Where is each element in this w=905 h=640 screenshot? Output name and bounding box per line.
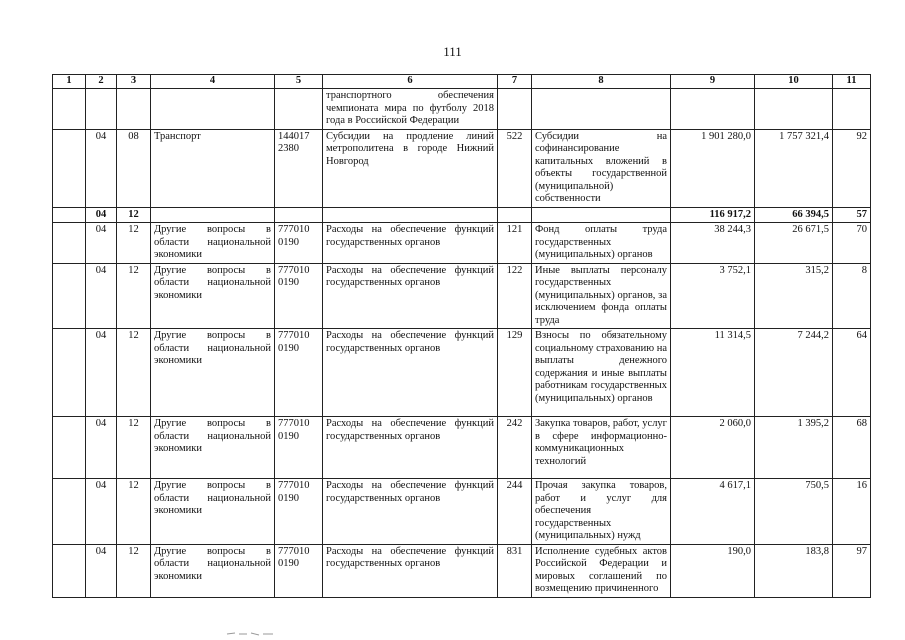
cell-expense-name [532, 89, 671, 130]
cell-section: 04 [86, 417, 117, 479]
column-header: 6 [323, 75, 498, 89]
cell-subsection: 12 [117, 263, 151, 329]
cell-percent: 70 [833, 223, 871, 264]
cell-expense-type: 522 [498, 129, 532, 207]
cell-target-name: Расходы на обеспечение функций государственных органов [323, 263, 498, 329]
table-row [53, 417, 871, 479]
cell-target-name: Расходы на обеспечение функций государственных органов [323, 329, 498, 417]
cell-target-code [275, 207, 323, 223]
cell-actual: 315,2 [755, 263, 833, 329]
cell-plan: 190,0 [671, 544, 755, 597]
cell-target-name: Расходы на обеспечение функций государственных органов [323, 223, 498, 264]
column-header: 7 [498, 75, 532, 89]
cell-expense-name: Субсидии на софинансирование капитальных вложений в объекты государственной (муниципальной) собственности [532, 129, 671, 207]
cell-expense-name: Взносы по обязательному социальному страхованию на выплаты денежного содержания и иные выплаты работникам государственных (муниципальных) органов [532, 329, 671, 417]
column-header: 3 [117, 75, 151, 89]
cell-plan: 2 060,0 [671, 417, 755, 479]
cell-subsection-name: Транспорт [151, 129, 275, 207]
cell-subsection: 08 [117, 129, 151, 207]
table-row [53, 479, 871, 545]
cell-section: 04 [86, 263, 117, 329]
cell-expense-name: Закупка товаров, работ, услуг в сфере информационно-коммуникационных технологий [532, 417, 671, 479]
cell-col1 [53, 89, 86, 130]
cell-col1 [53, 329, 86, 417]
cell-subsection-name: Другие вопросы в области национальной экономики [151, 544, 275, 597]
cell-target-code: 777010 0190 [275, 223, 323, 264]
header-row [53, 75, 871, 89]
cell-plan: 3 752,1 [671, 263, 755, 329]
cell-expense-type [498, 89, 532, 130]
scan-mark [225, 632, 285, 636]
cell-plan: 4 617,1 [671, 479, 755, 545]
cell-percent: 97 [833, 544, 871, 597]
cell-subsection-name: Другие вопросы в области национальной экономики [151, 263, 275, 329]
cell-subsection-name: Другие вопросы в области национальной экономики [151, 479, 275, 545]
cell-percent: 16 [833, 479, 871, 545]
cell-target-code: 144017 2380 [275, 129, 323, 207]
cell-percent: 57 [833, 207, 871, 223]
cell-col1 [53, 223, 86, 264]
cell-section: 04 [86, 129, 117, 207]
cell-col1 [53, 129, 86, 207]
cell-subsection: 12 [117, 223, 151, 264]
cell-plan: 1 901 280,0 [671, 129, 755, 207]
cell-subsection: 12 [117, 329, 151, 417]
cell-subsection [117, 89, 151, 130]
cell-target-name: Расходы на обеспечение функций государственных органов [323, 479, 498, 545]
cell-subsection: 12 [117, 544, 151, 597]
table-row [53, 223, 871, 264]
cell-percent [833, 89, 871, 130]
cell-percent: 64 [833, 329, 871, 417]
budget-table [52, 74, 871, 598]
cell-target-code: 777010 0190 [275, 263, 323, 329]
cell-expense-name [532, 207, 671, 223]
cell-plan: 38 244,3 [671, 223, 755, 264]
table-row [53, 263, 871, 329]
cell-subsection-name: Другие вопросы в области национальной экономики [151, 417, 275, 479]
cell-target-name: Расходы на обеспечение функций государственных органов [323, 417, 498, 479]
cell-col1 [53, 417, 86, 479]
table-row [53, 129, 871, 207]
cell-target-name [323, 207, 498, 223]
cell-expense-type: 244 [498, 479, 532, 545]
cell-expense-type: 831 [498, 544, 532, 597]
cell-actual: 7 244,2 [755, 329, 833, 417]
cell-subsection: 12 [117, 417, 151, 479]
cell-section: 04 [86, 329, 117, 417]
cell-target-name: Расходы на обеспечение функций государственных органов [323, 544, 498, 597]
cell-expense-type: 122 [498, 263, 532, 329]
cell-section: 04 [86, 207, 117, 223]
cell-target-code: 777010 0190 [275, 417, 323, 479]
table-row [53, 89, 871, 130]
cell-col1 [53, 479, 86, 545]
table-row [53, 329, 871, 417]
cell-expense-type [498, 207, 532, 223]
column-header: 9 [671, 75, 755, 89]
cell-target-code: 777010 0190 [275, 544, 323, 597]
cell-subsection: 12 [117, 207, 151, 223]
cell-percent: 92 [833, 129, 871, 207]
cell-target-code: 777010 0190 [275, 479, 323, 545]
cell-actual [755, 89, 833, 130]
cell-subsection-name: Другие вопросы в области национальной экономики [151, 223, 275, 264]
cell-expense-name: Иные выплаты персоналу государственных (муниципальных) органов, за исключением фонда оплаты труда [532, 263, 671, 329]
cell-actual: 1 395,2 [755, 417, 833, 479]
cell-target-code [275, 89, 323, 130]
cell-plan: 116 917,2 [671, 207, 755, 223]
cell-expense-name: Исполнение судебных актов Российской Федерации и мировых соглашений по возмещению причиненного [532, 544, 671, 597]
cell-col1 [53, 207, 86, 223]
cell-actual: 26 671,5 [755, 223, 833, 264]
cell-col1 [53, 263, 86, 329]
cell-expense-type: 129 [498, 329, 532, 417]
cell-target-name: транспортного обеспечения чемпионата мира по футболу 2018 года в Российской Федерации [323, 89, 498, 130]
cell-subsection: 12 [117, 479, 151, 545]
cell-target-code: 777010 0190 [275, 329, 323, 417]
cell-subsection-name [151, 207, 275, 223]
cell-target-name: Субсидии на продление линий метрополитена в городе Нижний Новгород [323, 129, 498, 207]
column-header: 11 [833, 75, 871, 89]
cell-plan: 11 314,5 [671, 329, 755, 417]
cell-plan [671, 89, 755, 130]
cell-expense-name: Фонд оплаты труда государственных (муниципальных) органов [532, 223, 671, 264]
cell-section: 04 [86, 479, 117, 545]
cell-actual: 1 757 321,4 [755, 129, 833, 207]
cell-section: 04 [86, 223, 117, 264]
cell-col1 [53, 544, 86, 597]
cell-subsection-name [151, 89, 275, 130]
table-row [53, 544, 871, 597]
column-header: 10 [755, 75, 833, 89]
cell-percent: 68 [833, 417, 871, 479]
cell-section: 04 [86, 544, 117, 597]
cell-actual: 66 394,5 [755, 207, 833, 223]
cell-actual: 183,8 [755, 544, 833, 597]
cell-percent: 8 [833, 263, 871, 329]
cell-expense-type: 242 [498, 417, 532, 479]
page-number: 111 [443, 44, 462, 59]
cell-expense-type: 121 [498, 223, 532, 264]
table-row-total [53, 207, 871, 223]
column-header: 1 [53, 75, 86, 89]
column-header: 5 [275, 75, 323, 89]
column-header: 2 [86, 75, 117, 89]
cell-subsection-name: Другие вопросы в области национальной экономики [151, 329, 275, 417]
cell-expense-name: Прочая закупка товаров, работ и услуг для обеспечения государственных (муниципальных) нужд [532, 479, 671, 545]
column-header: 4 [151, 75, 275, 89]
column-header: 8 [532, 75, 671, 89]
cell-actual: 750,5 [755, 479, 833, 545]
cell-section [86, 89, 117, 130]
